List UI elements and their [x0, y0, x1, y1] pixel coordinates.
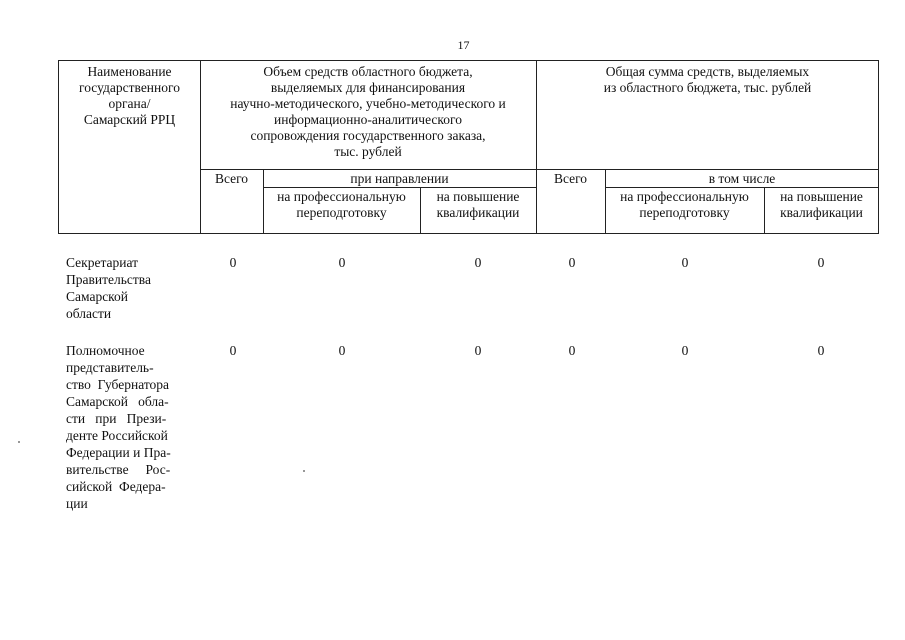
row-value-qual-1: 0	[474, 343, 482, 358]
header-total-sum: Общая сумма средств, выделяемых из областного бюджета, тыс. рублей	[603, 64, 812, 95]
header-prof-1: на профессиональную переподготовку	[277, 189, 406, 220]
row-value-prof-1: 0	[338, 343, 346, 358]
row-organ-name: Полномочное представитель- ство Губернатора Самарской обла- сти при Прези- денте Российской Федерации и Пра- вительстве Рос- сийской Федера- ции	[66, 343, 171, 511]
row-value-total-2: 0	[568, 255, 576, 270]
header-budget-volume: Объем средств областного бюджета, выделяемых для финансирования научно-методического, учебно-методического и информационно-аналитического сопровождения государственного заказа, тыс. рублей	[230, 64, 506, 159]
scan-speck	[303, 470, 305, 472]
row-value-total-2: 0	[568, 343, 576, 358]
header-total-1: Всего	[214, 171, 249, 186]
row-organ-name: Секретариат Правительства Самарской области	[66, 255, 151, 321]
grid-line	[605, 187, 879, 188]
row-value-qual-1: 0	[474, 255, 482, 270]
row-value-prof-2: 0	[681, 255, 689, 270]
row-value-prof-1: 0	[338, 255, 346, 270]
header-prof-2: на профессиональную переподготовку	[620, 189, 749, 220]
row-value-qual-2: 0	[817, 343, 825, 358]
row-value-total-1: 0	[229, 255, 237, 270]
table-header	[58, 60, 879, 234]
row-value-total-1: 0	[229, 343, 237, 358]
grid-line	[200, 169, 879, 170]
scan-speck	[18, 441, 20, 443]
row-value-prof-2: 0	[681, 343, 689, 358]
header-subgroup-1: при направлении	[350, 171, 449, 186]
row-value-qual-2: 0	[817, 255, 825, 270]
header-qual-1: на повышение квалификации	[436, 189, 520, 220]
header-qual-2: на повышение квалификации	[780, 189, 863, 220]
header-subgroup-2: в том числе	[708, 171, 776, 186]
header-name-column: Наименование государственного органа/ Самарский РРЦ	[79, 64, 180, 127]
page-number: 17	[457, 38, 470, 52]
grid-line	[263, 187, 536, 188]
header-total-2: Всего	[553, 171, 588, 186]
